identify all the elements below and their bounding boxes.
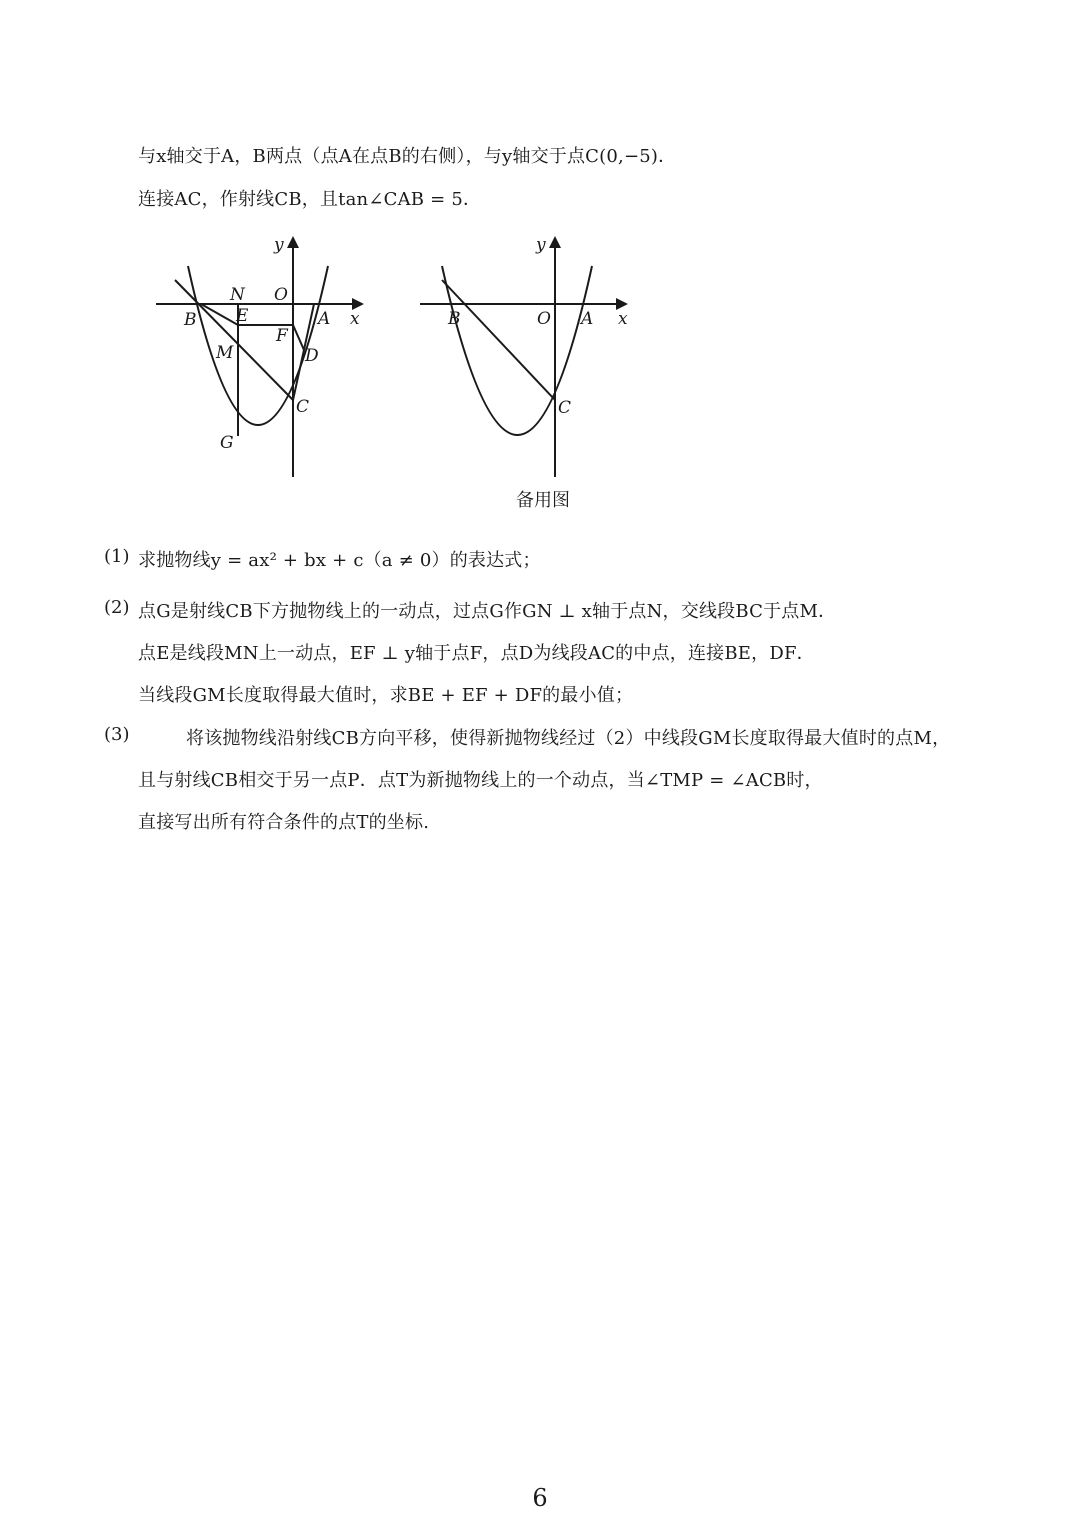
question-1-line-1: 求抛物线y = ax² + bx + c（a ≠ 0）的表达式；	[138, 550, 541, 571]
fig1-label-N: N	[230, 285, 245, 305]
fig2-label-A: A	[581, 309, 594, 329]
question-2-number: (2)	[104, 597, 130, 618]
fig1-label-y: y	[274, 235, 284, 255]
fig1-label-B: B	[184, 310, 197, 330]
fig1-label-E: E	[236, 306, 249, 326]
question-3-line-2: 且与射线CB相交于另一点P．点T为新抛物线上的一个动点，当∠TMP = ∠ACB时，	[138, 770, 823, 791]
fig1-label-M: M	[216, 343, 234, 363]
backup-figure-caption: 备用图	[516, 490, 570, 511]
fig2-label-O: O	[537, 309, 551, 329]
fig2-label-B: B	[448, 309, 461, 329]
question-2-line-2: 点E是线段MN上一动点，EF ⊥ y轴于点F，点D为线段AC的中点，连接BE，DF．	[138, 643, 815, 664]
question-3-line-3: 直接写出所有符合条件的点T的坐标.	[138, 812, 430, 833]
fig1-label-D: D	[305, 346, 319, 366]
fig1-label-G: G	[220, 433, 234, 453]
page-number: 6	[532, 1484, 548, 1512]
fig2-label-x: x	[618, 309, 628, 329]
fig1-label-O: O	[274, 285, 288, 305]
fig2-label-C: C	[558, 398, 572, 418]
fig1-label-F: F	[276, 326, 288, 346]
fig1-label-x: x	[350, 309, 360, 329]
main-figure	[150, 232, 380, 484]
question-2-line-3: 当线段GM长度取得最大值时，求BE + EF + DF的最小值；	[138, 685, 634, 706]
intro-line-2: 连接AC，作射线CB，且tan∠CAB = 5．	[138, 189, 482, 210]
question-3-number: (3)	[104, 724, 130, 745]
fig1-label-A: A	[318, 309, 331, 329]
question-2-line-1: 点G是射线CB下方抛物线上的一动点，过点G作GN ⊥ x轴于点N，交线段BC于点M．	[138, 601, 837, 622]
question-1-number: (1)	[104, 546, 130, 567]
fig2-label-y: y	[536, 235, 546, 255]
fig1-label-C: C	[296, 397, 310, 417]
backup-figure	[414, 232, 644, 484]
question-3-line-1: 将该抛物线沿射线CB方向平移，使得新抛物线经过（2）中线段GM长度取得最大值时的点M，	[186, 728, 951, 749]
intro-line-1: 与x轴交于A，B两点（点A在点B的右侧），与y轴交于点C(0,−5)．	[138, 146, 677, 167]
